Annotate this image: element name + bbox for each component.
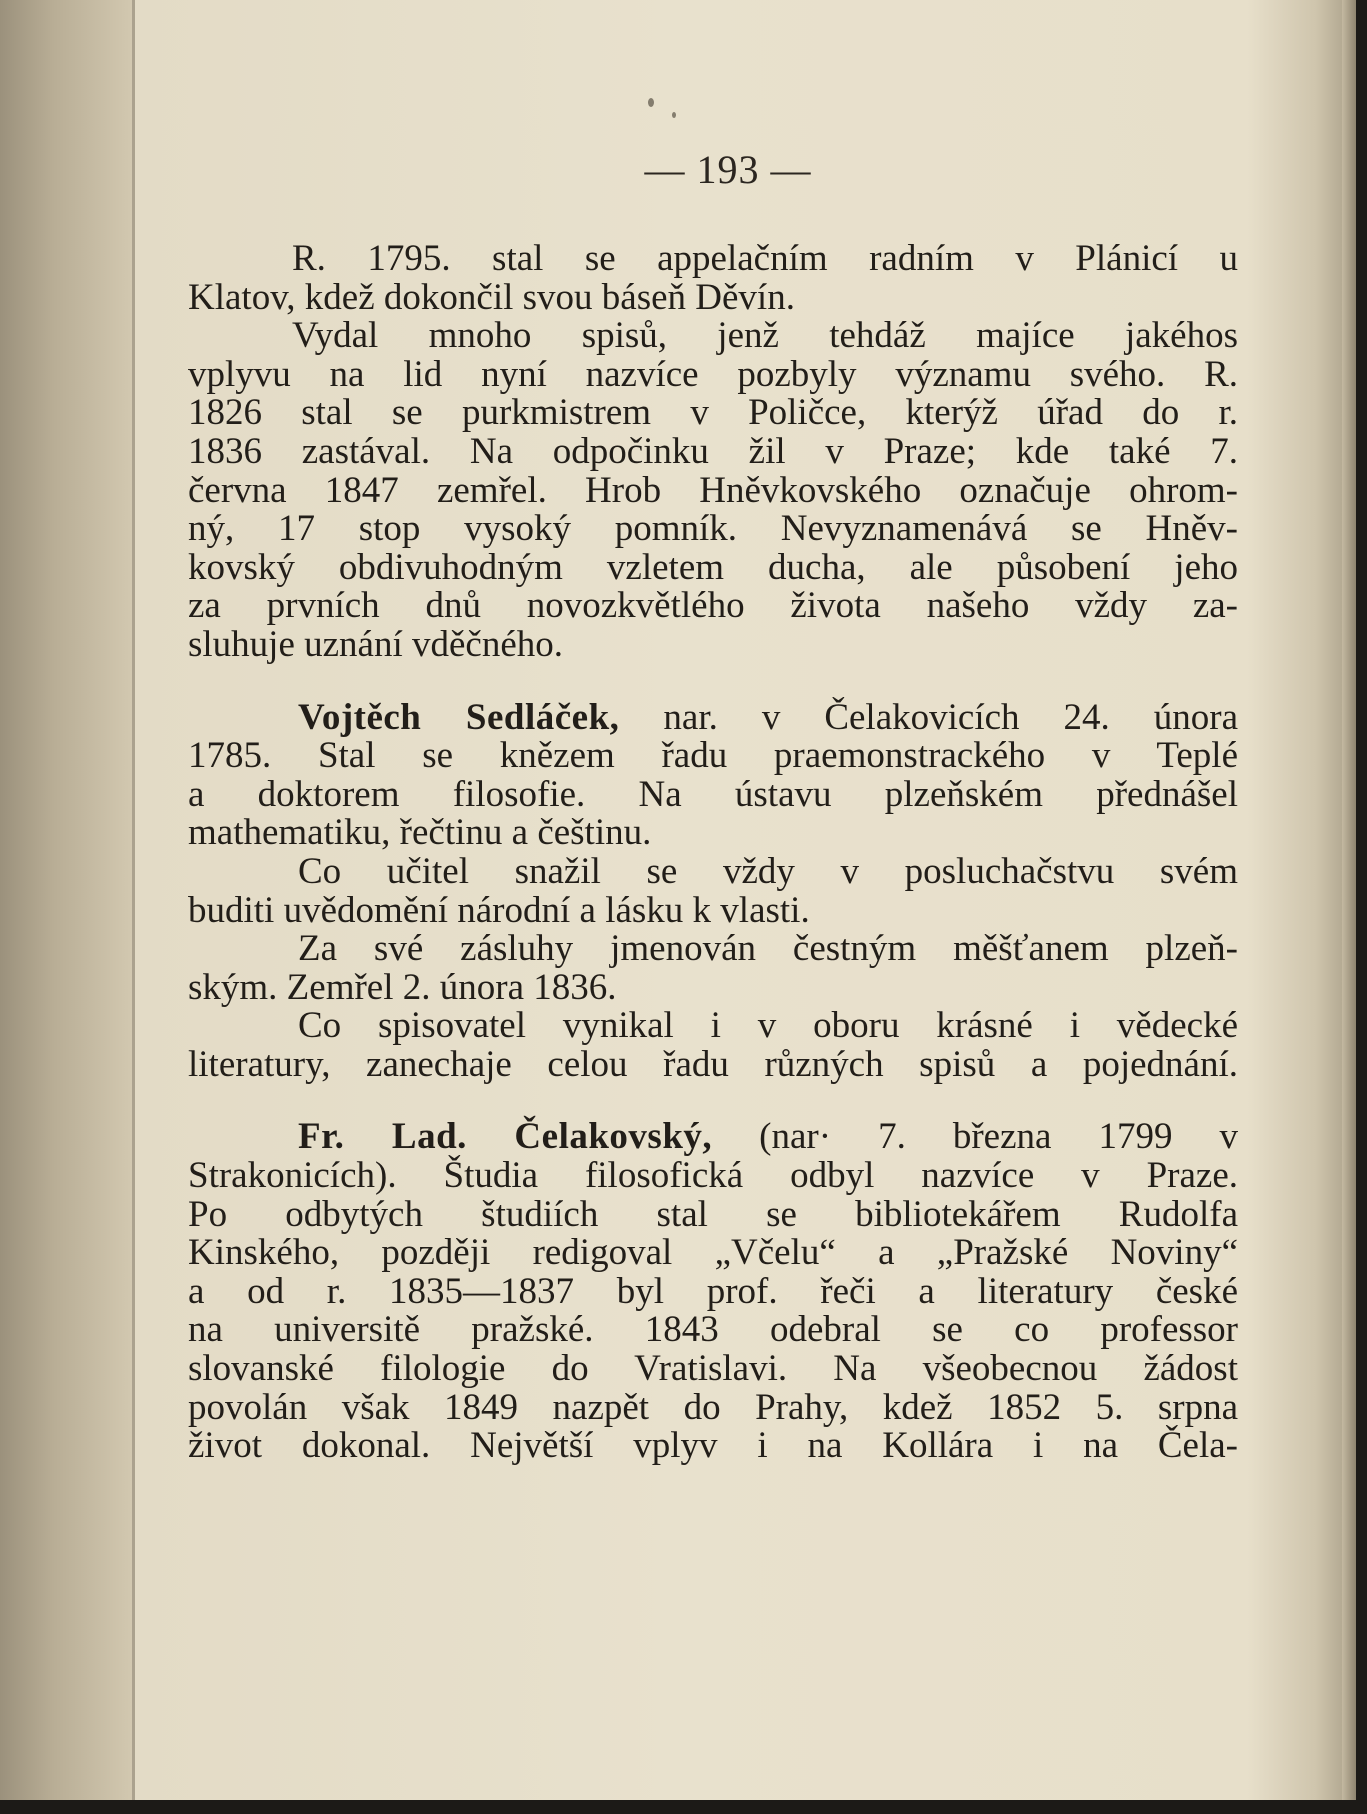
paragraph-sedlacek [188, 696, 1238, 1085]
text-line: 1785. Stal se knězem řadu praemonstrackého v Teplé [188, 735, 1238, 777]
text-line: Co spisovatel vynikal i v oboru krásné i vědecké [298, 1005, 1238, 1047]
text-line: Vydal mnoho spisů, jenž tehdáž majíce jakéhos [292, 315, 1238, 357]
text-line: slovanské filologie do Vratislavi. Na všeobecnou žádost [188, 1348, 1238, 1390]
person-name: Fr. Lad. Čelakovský, [298, 1116, 713, 1158]
text-line: vplyvu na lid nyní nazvíce pozbyly významu svého. R. [188, 353, 1238, 395]
text-line: června 1847 zemřel. Hrob Hněvkovského označuje ohrom- [188, 469, 1238, 511]
text-line [188, 696, 1238, 738]
binding-gutter [0, 0, 132, 1800]
text-line: Po odbytých študiích stal se bibliotekářem Rudolfa [188, 1193, 1238, 1235]
text-line: ským. Zemřel 2. února 1836. [188, 966, 617, 1008]
text-line: Za své zásluhy jmenován čestným měšťanem plzeň- [298, 928, 1238, 970]
text-line: ný, 17 stop vysoký pomník. Nevyznamenává se Hněv- [188, 508, 1238, 550]
text-line: kovský obdivuhodným vzletem ducha, ale působení jeho [188, 546, 1238, 588]
binding-crease [132, 0, 135, 1800]
text-line: sluhuje uznání vděčného. [188, 623, 564, 665]
text-run: nar. v Čelakovicích 24. února [619, 696, 1238, 738]
paper-speck [672, 112, 676, 118]
text-line: literatury, zanechaje celou řadu různých spisů a pojednání. [188, 1043, 1238, 1085]
text-line: a od r. 1835—1837 byl prof. řeči a literatury české [188, 1270, 1238, 1312]
paper-speck [648, 98, 654, 107]
text-line: Strakonicích). Študia filosofická odbyl nazvíce v Praze. [188, 1155, 1238, 1197]
text-line: Klatov, kdež dokončil svou báseň Děvín. [188, 276, 795, 318]
paragraph-celakovsky [188, 1118, 1238, 1465]
text-line: Co učitel snažil se vždy v posluchačstvu svém [298, 850, 1238, 892]
text-run: (nar· 7. března 1799 v [712, 1116, 1238, 1158]
text-line: R. 1795. stal se appelačním radním v Plánicí u [292, 238, 1238, 279]
person-name: Vojtěch Sedláček, [298, 696, 620, 738]
body-text [188, 240, 1238, 1466]
text-line: buditi uvědomění národní a lásku k vlasti. [188, 889, 810, 931]
text-line: 1826 stal se purkmistrem v Poličce, kterýž úřad do r. [188, 392, 1238, 434]
text-line: za prvních dnů novozkvětlého života našeho vždy za- [188, 585, 1238, 627]
text-line: život dokonal. Největší vplyv i na Kollára i na Čela- [188, 1425, 1238, 1467]
page-edge [1342, 0, 1356, 1800]
paragraph-hnevkovsky [188, 240, 1238, 665]
text-line: Kinského, později redigoval „Včelu“ a „Pražské Noviny“ [188, 1232, 1238, 1274]
page-number: — 193 — [644, 147, 812, 192]
text-line [188, 1118, 1238, 1157]
text-line: 1836 zastával. Na odpočinku žil v Praze; kde také 7. [188, 430, 1238, 472]
text-line: a doktorem filosofie. Na ústavu plzeňském přednášel [188, 773, 1238, 815]
text-line: na universitě pražské. 1843 odebral se co professor [188, 1309, 1238, 1351]
text-line: mathematiku, řečtinu a češtinu. [188, 812, 652, 854]
text-line: povolán však 1849 nazpět do Prahy, kdež 1852 5. srpna [188, 1386, 1238, 1428]
